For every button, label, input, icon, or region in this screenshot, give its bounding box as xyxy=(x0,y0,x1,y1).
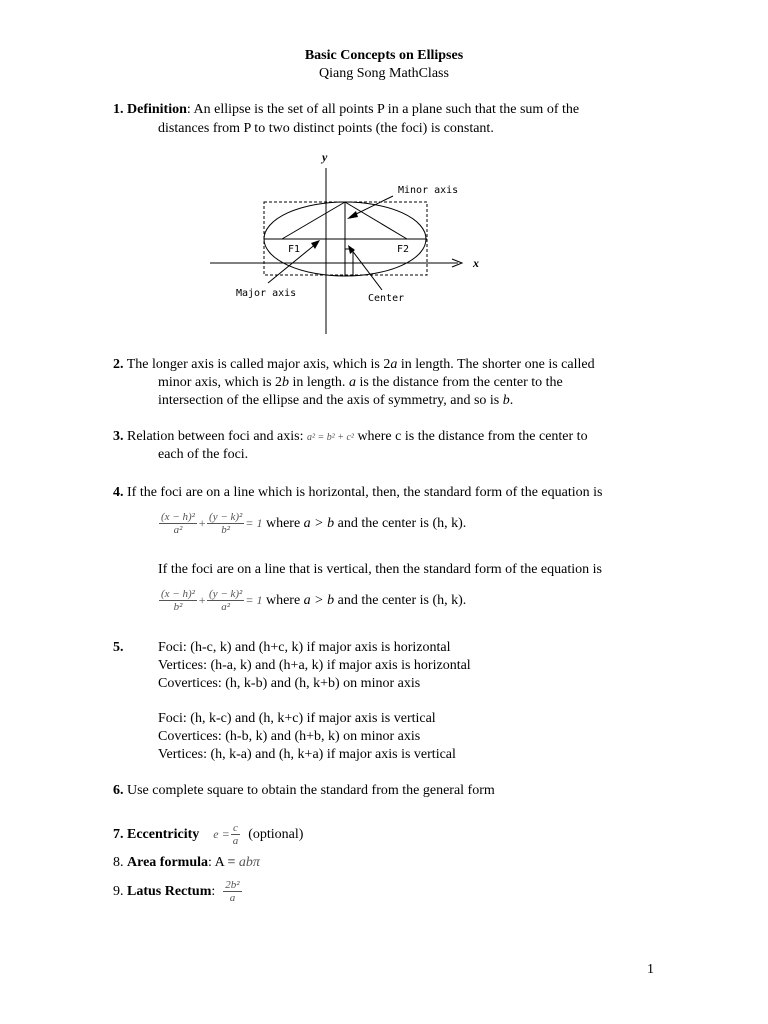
page-subtitle: Qiang Song MathClass xyxy=(319,66,449,81)
latus-rectum-fraction: $\frac{\text{2b²}}{a}$ xyxy=(225,879,240,905)
section-4-number: 4. xyxy=(113,485,124,500)
minor-axis-label: Minor axis xyxy=(398,185,459,196)
section-1-line-2: distances from P to two distinct points (the foci) is constant. xyxy=(158,121,494,136)
section-2-line-3: intersection of the ellipse and the axis of symmetry, and so is b. xyxy=(158,393,514,408)
section-1-heading: Definition xyxy=(127,102,187,117)
page-number: 1 xyxy=(647,962,654,977)
center-label: Center xyxy=(368,293,405,304)
section-5-number: 5. xyxy=(113,640,124,655)
focal-line-right xyxy=(345,202,407,239)
section-4-line-1: 4. If the foci are on a line which is horizontal, then, the standard form of the equation is xyxy=(113,485,603,500)
section-7-heading: Eccentricity xyxy=(127,827,200,842)
section-4-line-2: If the foci are on a line that is vertical, then the standard form of the equation is xyxy=(158,562,602,577)
minor-axis-arrowhead-icon xyxy=(347,211,358,219)
section-3-line-1: 3. Relation between foci and axis: a² = b² + c² where c is the distance from the center to xyxy=(113,429,588,444)
vertices-vertical: Vertices: (h, k-a) and (h, k+a) if major axis is vertical xyxy=(158,747,456,762)
vertical-standard-form: $\frac{\text{(x − h)²}}{\text{b²}}$ + $\frac{\text{(y − k)²}}{\text{a²}}$ = 1 where a > b and the center is (h, k). xyxy=(161,588,467,614)
section-3-line-2: each of the foci. xyxy=(158,447,249,462)
fraction-x-over-a: $\frac{\text{(x − h)²}}{\text{a²}}$ xyxy=(161,511,195,537)
section-7-number: 7. xyxy=(113,827,124,842)
section-6-line: 6. Use complete square to obtain the standard from the general form xyxy=(113,783,495,798)
section-2-line-2: minor axis, which is 2b in length. a is the distance from the center to the xyxy=(158,375,563,390)
fraction-x-over-b: $\frac{\text{(x − h)²}}{\text{b²}}$ xyxy=(161,588,195,614)
section-9-number: 9. xyxy=(113,884,124,899)
eccentricity-fraction: $\frac{c}{a}$ xyxy=(232,822,239,848)
focal-line-left xyxy=(282,202,345,239)
section-8-number: 8. xyxy=(113,855,124,870)
covertices-horizontal: Covertices: (h, k-b) and (h, k+b) on minor axis xyxy=(158,676,421,691)
horizontal-standard-form: $\frac{\text{(x − h)²}}{\text{a²}}$ + $\frac{\text{(y − k)²}}{\text{b²}}$ = 1 where a > b and the center is (h, k). xyxy=(161,511,467,537)
ellipse-diagram xyxy=(0,0,768,340)
section-1-number: 1. xyxy=(113,102,124,117)
x-axis-label: x xyxy=(473,256,479,270)
area-formula: abπ xyxy=(238,855,260,870)
major-axis-label: Major axis xyxy=(236,288,297,299)
section-7-line: 7. Eccentricity e = $\frac{c}{a}$ (optional) xyxy=(113,822,304,848)
center-pointer xyxy=(351,249,382,290)
section-2-line-1: 2. The longer axis is called major axis, which is 2a in length. The shorter one is called xyxy=(113,357,595,372)
focus-f1-label: F1 xyxy=(288,244,301,255)
section-8-heading: Area formula xyxy=(127,855,208,870)
foci-vertical: Foci: (h, k-c) and (h, k+c) if major axis is vertical xyxy=(158,711,436,726)
page-title: Basic Concepts on Ellipses xyxy=(304,48,464,63)
section-9-heading: Latus Rectum xyxy=(127,884,212,899)
fraction-y-over-b: $\frac{\text{(y − k)²}}{\text{b²}}$ xyxy=(209,511,243,537)
section-3-number: 3. xyxy=(113,429,124,444)
focus-f2-label: F2 xyxy=(397,244,410,255)
foci-horizontal: Foci: (h-c, k) and (h+c, k) if major axis is horizontal xyxy=(158,640,451,655)
fraction-y-over-a: $\frac{\text{(y − k)²}}{\text{a²}}$ xyxy=(209,588,243,614)
vertices-horizontal: Vertices: (h-a, k) and (h+a, k) if major axis is horizontal xyxy=(158,658,471,673)
section-9-line: 9. Latus Rectum: $\frac{\text{2b²}}{a}$ xyxy=(113,879,240,905)
foci-axis-equation: a² = b² + c² xyxy=(307,432,354,443)
section-8-line: 8. Area formula: A = abπ xyxy=(113,855,260,870)
section-1-text-1: : An ellipse is the set of all points P in a plane such that the sum of the xyxy=(186,102,580,117)
covertices-vertical: Covertices: (h-b, k) and (h+b, k) on minor axis xyxy=(158,729,421,744)
section-2-number: 2. xyxy=(113,357,124,372)
section-6-number: 6. xyxy=(113,783,124,798)
y-axis-label: y xyxy=(322,150,328,164)
major-axis-arrowhead-icon xyxy=(311,240,320,249)
